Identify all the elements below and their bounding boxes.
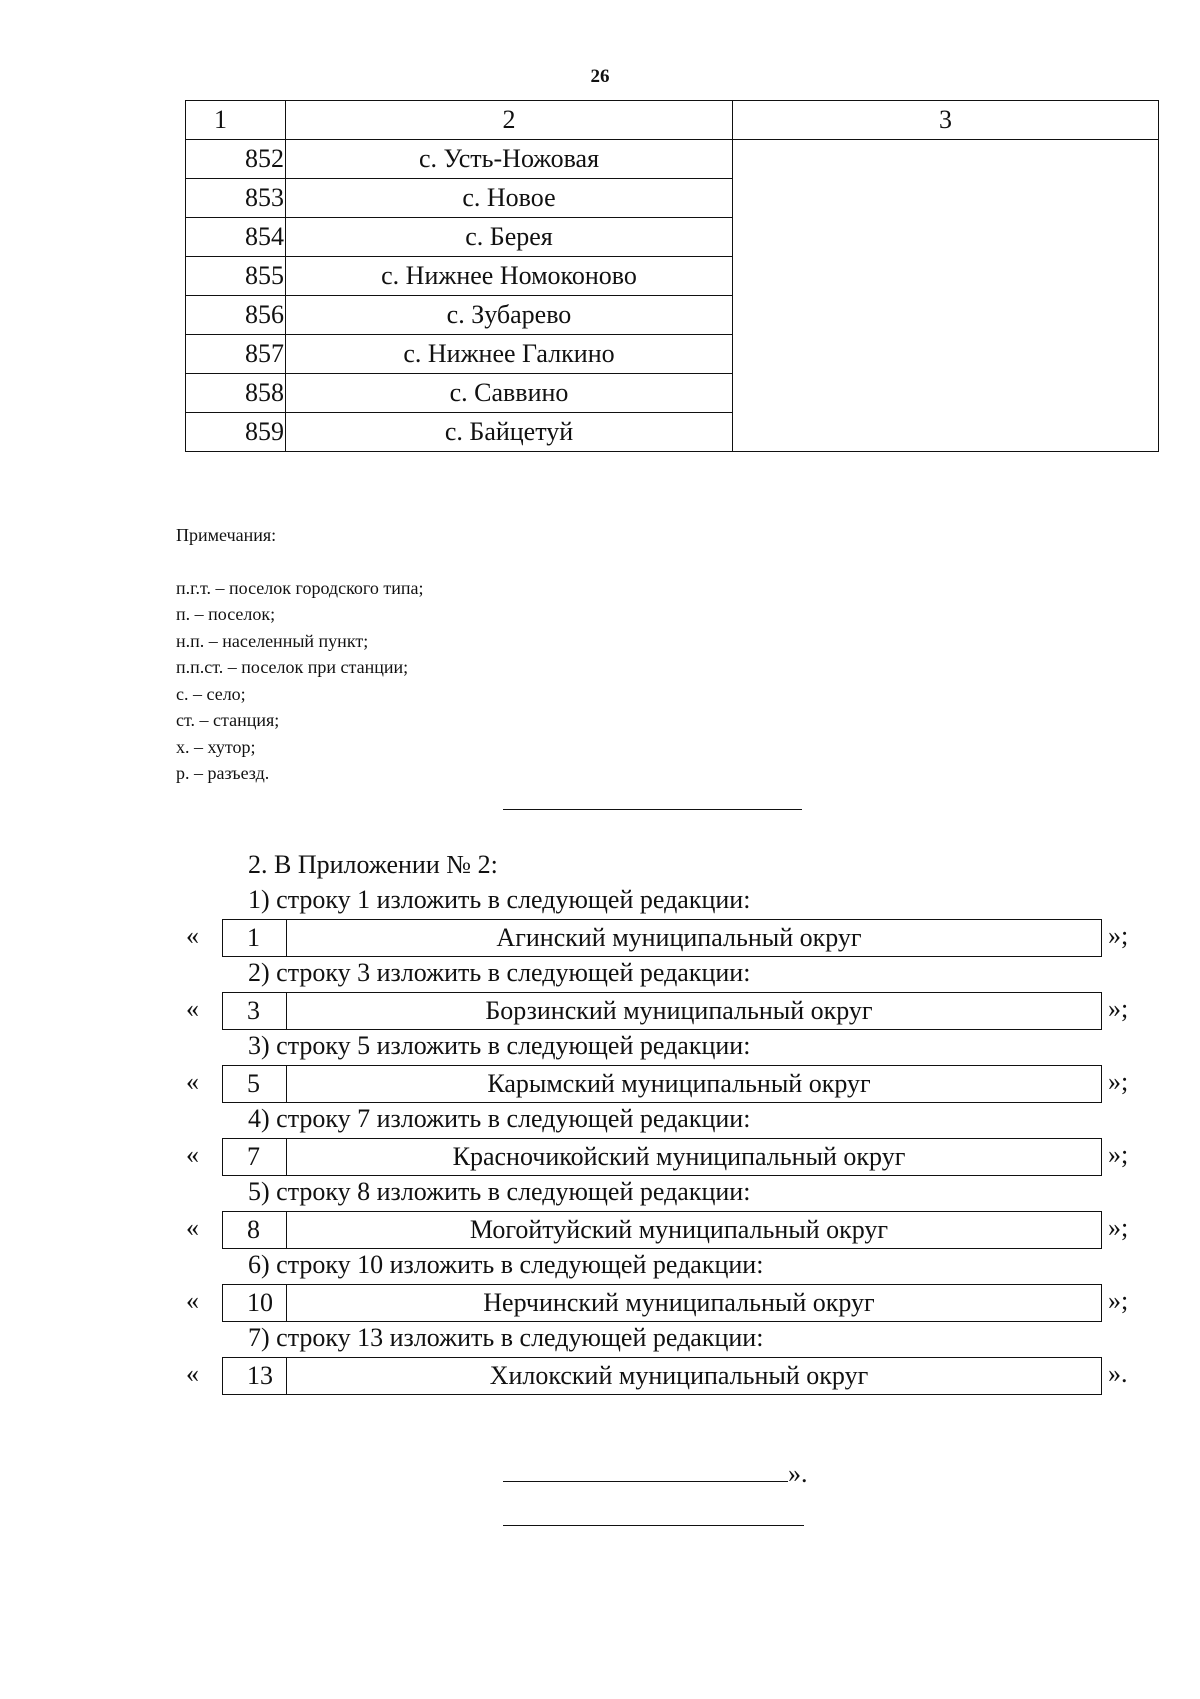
closing-line — [503, 1455, 808, 1489]
amendment-row-number: 13 — [223, 1358, 287, 1394]
close-quote: »; — [1108, 1067, 1129, 1096]
amendment-row-number: 3 — [223, 993, 287, 1029]
settlement-name: с. Нижнее Номоконово — [286, 257, 733, 296]
settlement-name: с. Усть-Ножовая — [286, 140, 733, 179]
table-row — [186, 140, 1159, 179]
settlement-name: с. Саввино — [286, 374, 733, 413]
note-item: с. – село; — [176, 683, 246, 704]
table-header-cell: 1 — [186, 101, 286, 140]
close-quote: »; — [1108, 921, 1129, 950]
amendment-row-box — [222, 1138, 1102, 1176]
open-quote: « — [186, 1359, 199, 1388]
amendment-row-name: Красночикойский муниципальный округ — [452, 1142, 906, 1171]
note-item: р. – разъезд. — [176, 763, 270, 783]
row-number: 857 — [186, 335, 286, 374]
close-quote: »; — [1108, 1140, 1129, 1169]
note-item: н.п. – населенный пункт; — [176, 630, 369, 651]
settlements-table — [185, 100, 1159, 452]
amendment-row-box — [222, 919, 1102, 957]
notes-title: Примечания: — [176, 525, 277, 545]
amendment-row-number: 10 — [223, 1285, 287, 1321]
close-quote: »; — [1108, 1213, 1129, 1242]
open-quote: « — [186, 921, 199, 950]
open-quote: « — [186, 1140, 199, 1169]
close-quote: »; — [1108, 1286, 1129, 1315]
amendment-row-name: Борзинский муниципальный округ — [485, 996, 873, 1025]
note-item: п.г.т. – поселок городского типа; — [176, 577, 424, 598]
amendment-row-box — [222, 1211, 1102, 1249]
table-header-row — [186, 101, 1159, 140]
amendment-row-number: 5 — [223, 1066, 287, 1102]
row-number: 855 — [186, 257, 286, 296]
amendment-row-box — [222, 1284, 1102, 1322]
amendment-row-number: 8 — [223, 1212, 287, 1248]
amendment-row-name: Хилокский муниципальный округ — [489, 1361, 869, 1390]
note-item: п. – поселок; — [176, 604, 276, 624]
closing-underline — [503, 1455, 788, 1482]
settlement-name: с. Зубарево — [286, 296, 733, 335]
column-3-merged-cell — [733, 140, 1159, 452]
amendment-instruction: 1) строку 1 изложить в следующей редакции: — [248, 885, 751, 914]
note-item: п.п.ст. – поселок при станции; — [176, 657, 409, 677]
close-quote: »; — [1108, 994, 1129, 1023]
row-number: 858 — [186, 374, 286, 413]
amendment-row-name: Могойтуйский муниципальный округ — [469, 1215, 889, 1244]
amendment-row-name: Агинский муниципальный округ — [496, 923, 862, 952]
amendment-instruction: 5) строку 8 изложить в следующей редакции: — [248, 1177, 751, 1206]
amendment-row-number: 7 — [223, 1139, 287, 1175]
note-item: х. – хутор; — [176, 736, 256, 757]
notes-block — [176, 522, 423, 787]
close-quote: ». — [1108, 1359, 1128, 1388]
row-number: 854 — [186, 218, 286, 257]
open-quote: « — [186, 1213, 199, 1242]
open-quote: « — [186, 1286, 199, 1315]
amendment-instruction: 7) строку 13 изложить в следующей редакции: — [248, 1323, 764, 1352]
amendment-row-name: Нерчинский муниципальный округ — [483, 1288, 875, 1317]
amendment-row-number: 1 — [223, 920, 287, 956]
amendment-instruction: 3) строку 5 изложить в следующей редакции: — [248, 1031, 751, 1060]
section-heading: 2. В Приложении № 2: — [248, 850, 498, 879]
amendment-instruction: 2) строку 3 изложить в следующей редакции: — [248, 958, 751, 987]
amendment-instruction: 4) строку 7 изложить в следующей редакции: — [248, 1104, 751, 1133]
open-quote: « — [186, 1067, 199, 1096]
open-quote: « — [186, 994, 199, 1023]
settlement-name: с. Нижнее Галкино — [286, 335, 733, 374]
amendment-row-box — [222, 1065, 1102, 1103]
page-number: 26 — [590, 66, 610, 87]
amendment-instruction: 6) строку 10 изложить в следующей редакции: — [248, 1250, 764, 1279]
row-number: 853 — [186, 179, 286, 218]
table-header-cell: 2 — [286, 101, 733, 140]
settlement-name: с. Берея — [286, 218, 733, 257]
row-number: 852 — [186, 140, 286, 179]
row-number: 856 — [186, 296, 286, 335]
note-item: ст. – станция; — [176, 710, 280, 730]
settlement-name: с. Новое — [286, 179, 733, 218]
amendment-row-box — [222, 1357, 1102, 1395]
table-header-cell: 3 — [733, 101, 1159, 140]
row-number: 859 — [186, 413, 286, 452]
amendment-row-box — [222, 992, 1102, 1030]
settlement-name: с. Байцетуй — [286, 413, 733, 452]
amendment-row-name: Карымский муниципальный округ — [487, 1069, 871, 1098]
section-divider — [503, 809, 802, 810]
end-divider — [503, 1525, 804, 1526]
closing-quote: ». — [788, 1459, 808, 1488]
